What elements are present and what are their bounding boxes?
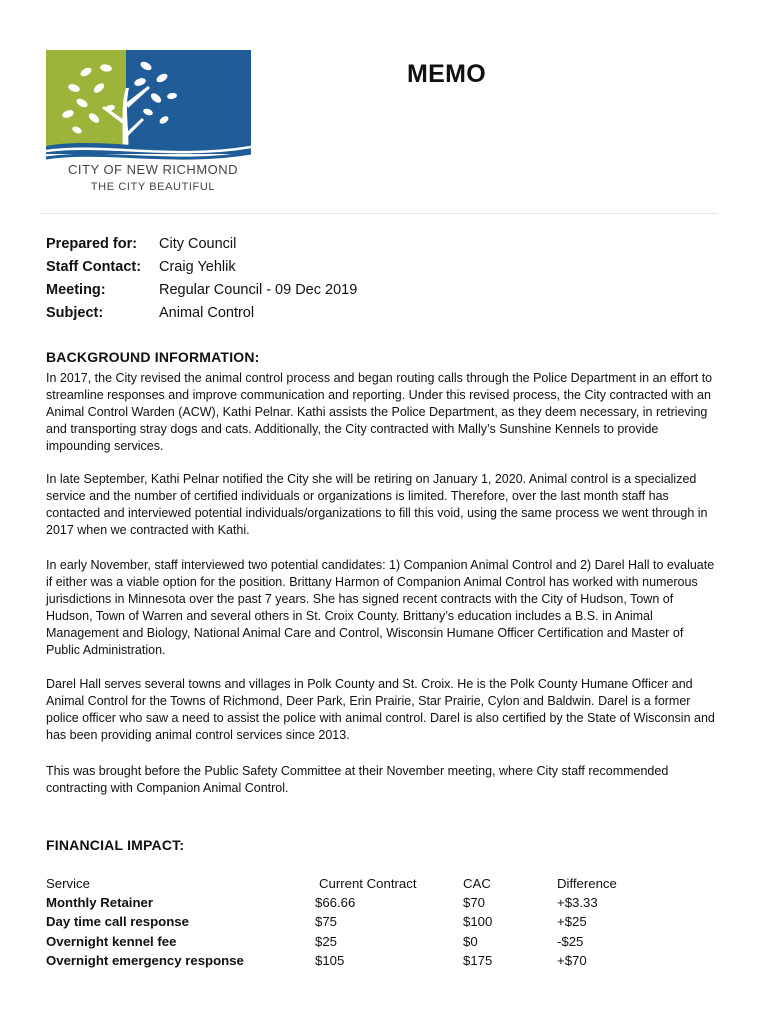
table-header-row (46, 876, 686, 895)
table-row (46, 914, 686, 933)
background-paragraph-3: In early November, staff interviewed two potential candidates: 1) Companion Animal Control and 2) Darel Hall to evaluate if either was a viable option for the position. Brittany Harmon of Companion Animal Control has worked with numerous jurisdictions in Minnesota over the past 7 years. She has signed recent contracts with the City of Hudson, Town of Hudson, Town of Warren and several others in St. Croix County. Brittany’s education includes a B.S. in Animal Management and Biology, National Animal Care and Control, Wisconsin Humane Officer Certification and Master of Public Administration. (46, 558, 715, 657)
table-row (46, 895, 686, 914)
table-row (46, 953, 686, 972)
service-name: Monthly Retainer (46, 895, 153, 911)
table-row (46, 934, 686, 953)
header-divider (40, 213, 718, 214)
meta-label: Staff Contact: (46, 259, 142, 275)
city-logo (44, 48, 259, 198)
memo-title: MEMO (407, 60, 486, 88)
service-name: Overnight emergency response (46, 952, 244, 968)
column-header-cac: CAC (463, 876, 491, 891)
service-name: Overnight kennel fee (46, 933, 177, 949)
meta-label: Subject: (46, 305, 104, 321)
financial-heading: FINANCIAL IMPACT: (46, 837, 185, 853)
logo-tagline: THE CITY BEAUTIFUL (90, 181, 216, 193)
background-paragraph-1: In 2017, the City revised the animal control process and began routing calls through the Police Department in an effort to streamline responses and improve communication and reporting. Under this revised process, the City contracted with an Animal Control Warden (ACW), Kathi Pelnar. Kathi assists the Police Department, as they deem necessary, in retrieving and transporting stray dogs and cats. Additionally, the City contracted with Mally’s Sunshine Kennels to provide impounding services. (46, 371, 713, 453)
cac-value: $0 (463, 933, 478, 949)
background-paragraph-4: Darel Hall serves several towns and villages in Polk County and St. Croix. He is the Polk County Humane Officer and Animal Control for the Towns of Richmond, Deer Park, Erin Prairie, Star Prairie, Cylon and Baldwin. Darel is a former police officer who saw a need to assist the police with animal control. Darel is also certified by the State of Wisconsin and has been providing animal control services since 2013. (46, 677, 715, 742)
service-name: Day time call response (46, 914, 189, 930)
financial-table (46, 876, 686, 972)
column-header-current-contract: Current Contract (319, 876, 417, 891)
meta-value: Animal Control (159, 305, 255, 321)
difference-value: +$3.33 (557, 895, 598, 911)
meta-value: City Council (159, 236, 237, 252)
background-paragraph-2: In late September, Kathi Pelnar notified the City she will be retiring on January 1, 2020. Animal control is a specialized service and the number of certified individuals or organizations is limited. Therefore, over the last month staff has contacted and interviewed potential individuals/organizations to fill this void, using the same process we went through in 2017 when we contracted with Kathi. (46, 472, 708, 537)
cac-value: $175 (463, 952, 493, 968)
current-contract-value: $105 (315, 952, 345, 968)
background-heading: BACKGROUND INFORMATION: (46, 349, 260, 365)
background-paragraph-5: This was brought before the Public Safety Committee at their November meeting, where City staff recommended contracting with Companion Animal Control. (46, 764, 669, 795)
current-contract-value: $25 (315, 933, 338, 949)
cac-value: $70 (463, 895, 486, 911)
meta-value: Regular Council - 09 Dec 2019 (159, 282, 358, 298)
difference-value: -$25 (557, 933, 584, 949)
meta-value: Craig Yehlik (159, 259, 236, 275)
column-header-difference: Difference (557, 876, 617, 891)
difference-value: +$25 (557, 914, 587, 930)
meta-label: Meeting: (46, 282, 106, 298)
difference-value: +$70 (557, 952, 587, 968)
meta-label: Prepared for: (46, 236, 138, 252)
column-header-service: Service (46, 876, 90, 891)
logo-city-name: CITY OF NEW RICHMOND (67, 162, 239, 177)
current-contract-value: $66.66 (315, 895, 356, 911)
current-contract-value: $75 (315, 914, 338, 930)
cac-value: $100 (463, 914, 493, 930)
